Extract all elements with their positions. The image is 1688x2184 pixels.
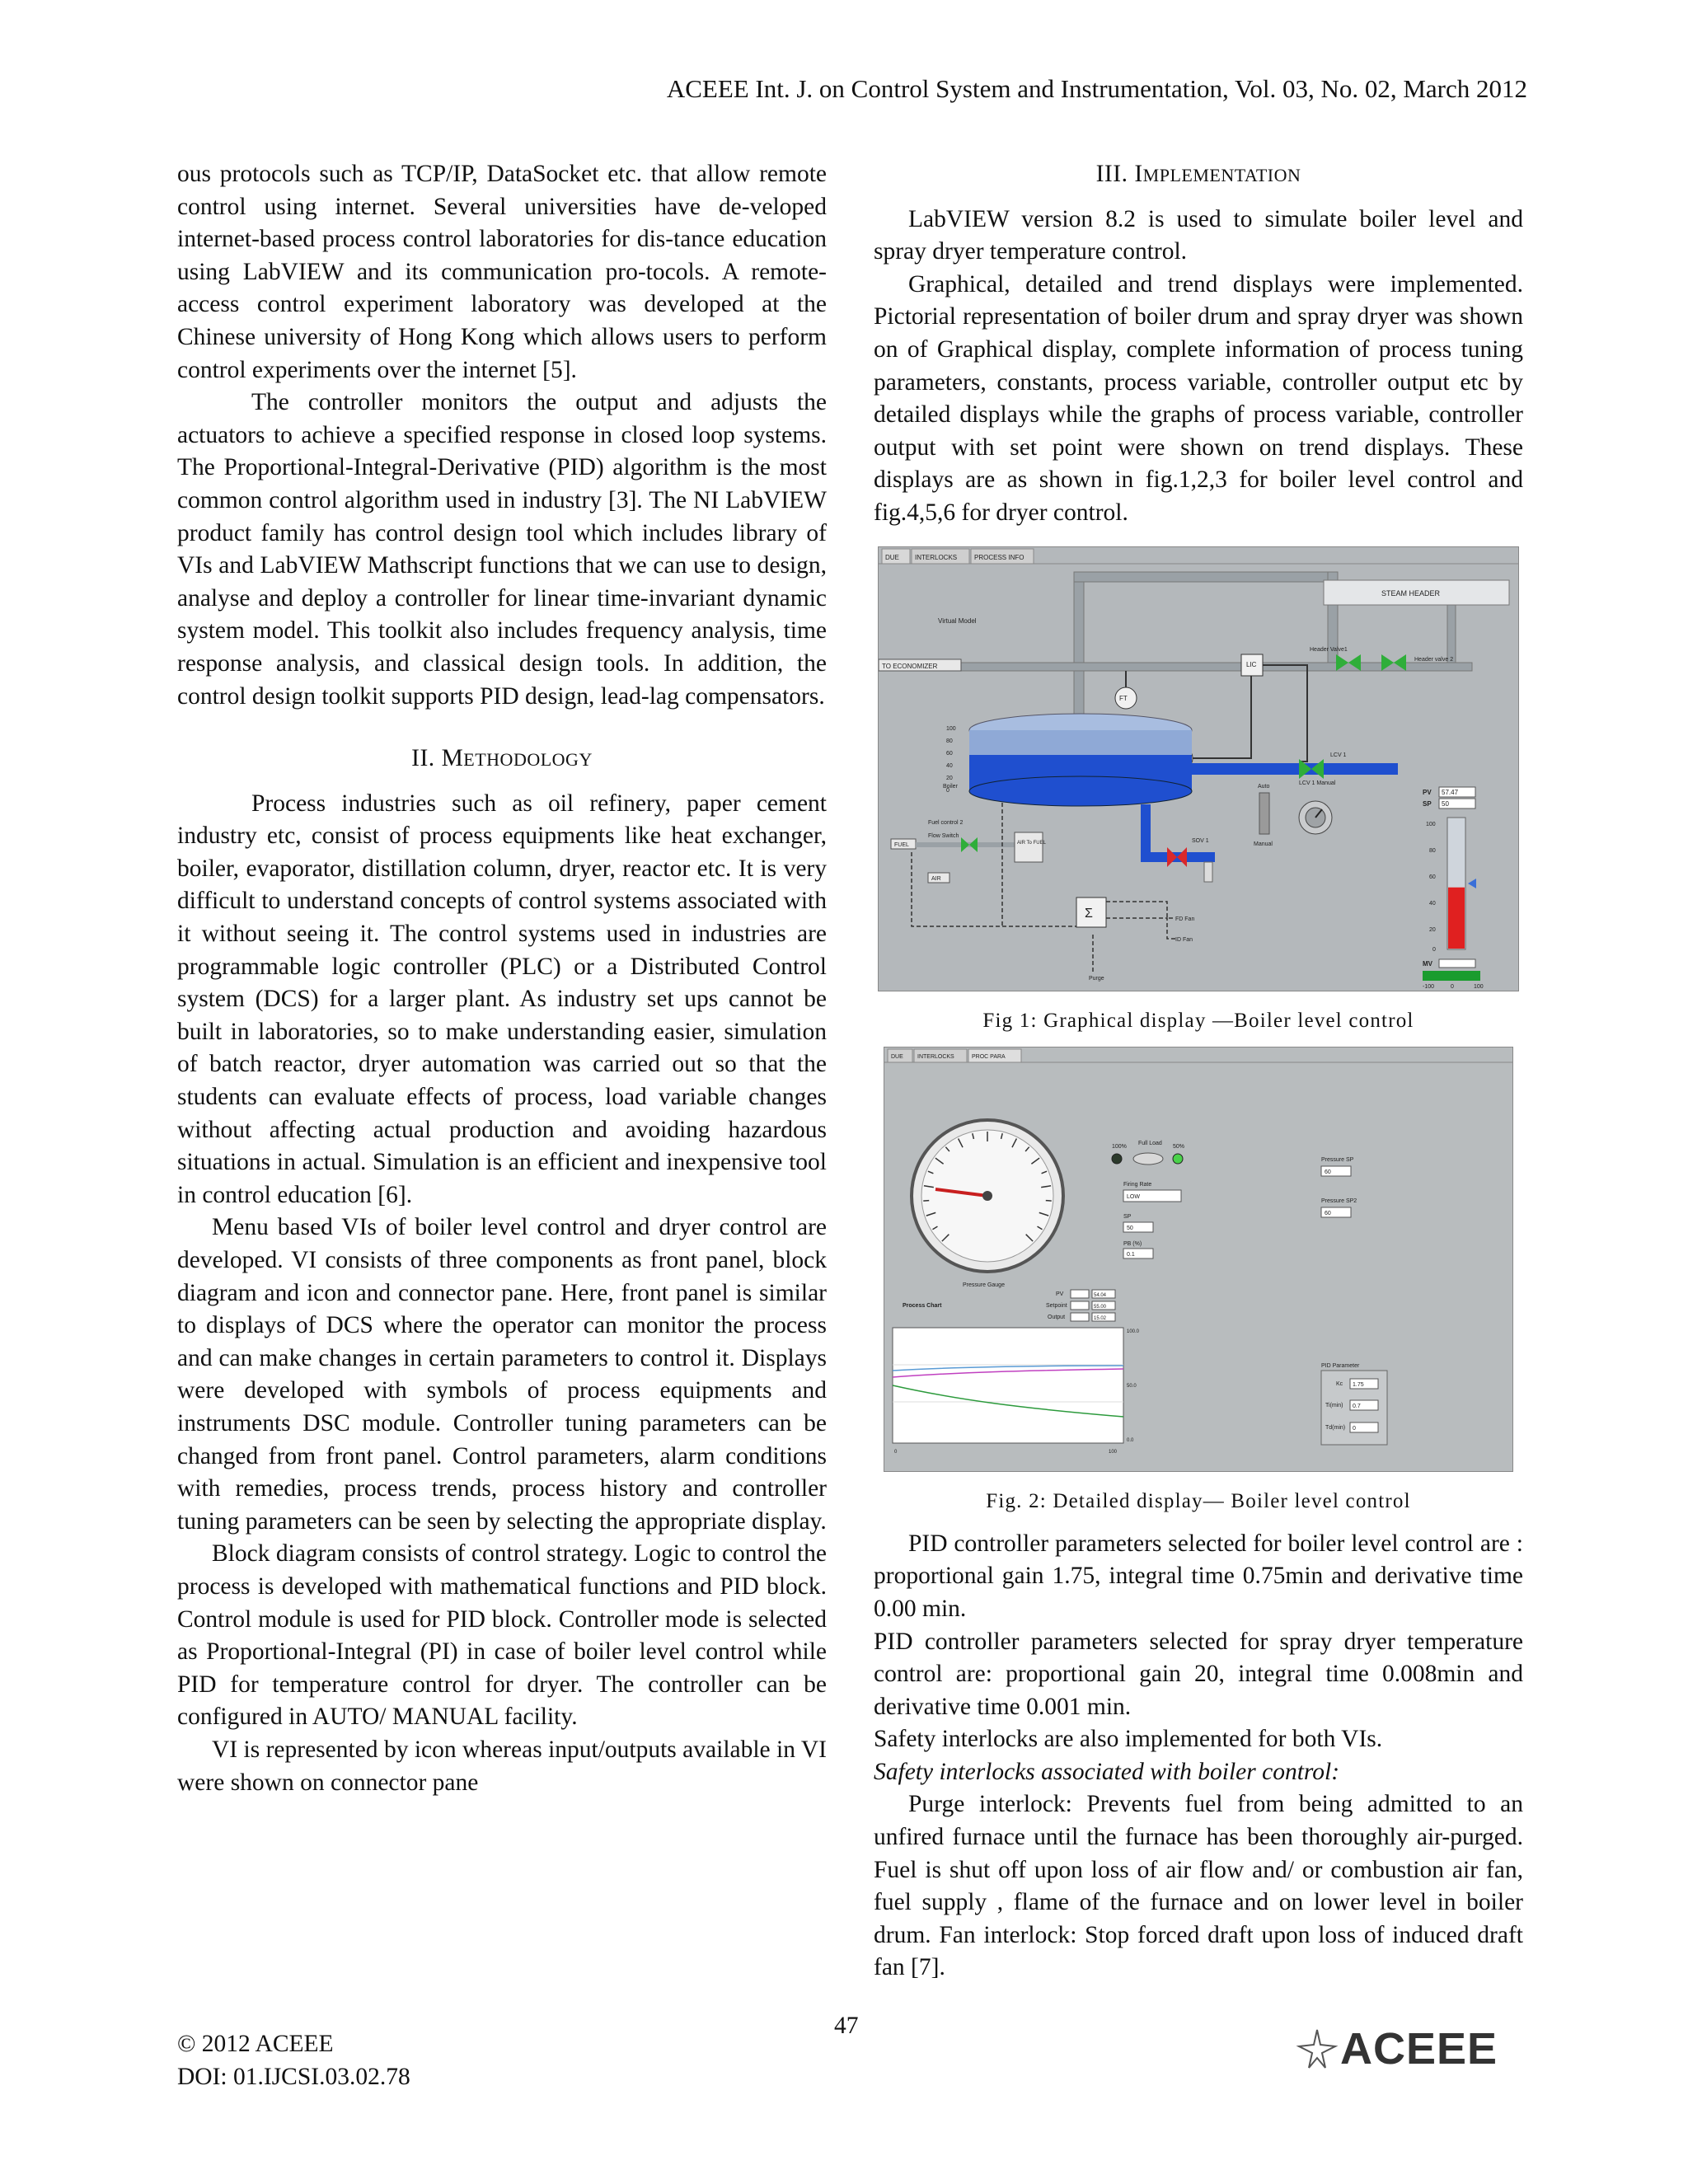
fig2-pb-value: 0.1 [1127, 1252, 1135, 1258]
fig1-mv-label: MV [1423, 959, 1432, 968]
fig2-pressure-sp2-value: 60 [1325, 1211, 1331, 1217]
fig2-pressure-sp-value: 60 [1325, 1169, 1331, 1176]
fig2-legend-pv: PV [1056, 1291, 1064, 1298]
fig1-drum-upper [969, 730, 1192, 755]
fig1-virtual-model-label: Virtual Model [938, 616, 977, 625]
fig1-mv-display [1439, 959, 1475, 968]
fig2-pv-value: 54.04 [1094, 1293, 1107, 1299]
sec2-number: II. [411, 745, 442, 772]
fig1-drum-bottom [969, 776, 1192, 806]
aceee-logo [1294, 2023, 1498, 2074]
fig1-id-fan-label: ID Fan [1175, 936, 1193, 943]
fig1-level-tick-4: 20 [946, 775, 953, 781]
fig1-sp-label: SP [1423, 799, 1432, 808]
fig2-pct100-label: 100% [1112, 1144, 1127, 1151]
fig2-td-label: Td(min) [1325, 1425, 1346, 1432]
fig2-sp-value: 50 [1127, 1226, 1133, 1232]
left-paragraph-1: ous protocols such as TCP/IP, DataSocket etc. that allow remote control using internet. Several universities have de-veloped internet-based process control laboratories for dis-tance education using LabVIEW and its communication pro-tocols. A remote-access control experiment laboratory was developed at the Chinese university of Hong Kong which allows users to perform control experiments over the internet [5]. [177, 161, 827, 383]
fig1-bar-tick-3: 40 [1429, 900, 1436, 907]
sec2-rest: ETHODOLOGY [463, 749, 593, 771]
fig2-firing-rate-label: Firing Rate [1123, 1182, 1152, 1188]
fig1-feedwater-line [1192, 763, 1398, 775]
fig2-chart-mid-tick: 50.0 [1127, 1384, 1137, 1390]
fig1-header-drop [1447, 605, 1456, 663]
fig2-chart-x-end: 100 [1109, 1450, 1118, 1455]
fig1-sov-label: SOV 1 [1192, 837, 1209, 844]
fig1-purge-label: Purge [1089, 975, 1104, 982]
star-icon [1294, 2028, 1340, 2069]
left-paragraph-3: Process industries such as oil refinery, paper cement industry etc, consist of process equipments like heat exchanger, boiler, evaporator, distillation column, dryer, reactor etc. It is very difficult to understand concepts of control systems associated with it without seeing it. The control systems used in industries are programmable logic controller (PLC) or a Distributed Control system (DCS) for a larger plant. As industry set ups cannot be built in laboratories, so to make understanding easier, simulation of batch reactor, dryer automation was carried out so that the students can evaluate effects of process, load variable changes without affecting actual production and avoiding hazardous situations in actual. Simulation is an efficient and inexpensive tool in control education [6]. [177, 790, 827, 1208]
fig1-ft-label: FT [1119, 694, 1128, 702]
figure-2-caption: Fig. 2: Detailed display— Boiler level control [986, 1490, 1411, 1513]
fig1-fd-fan-label: FD Fan [1175, 916, 1195, 922]
fig2-process-chart [893, 1328, 1123, 1443]
figure-1-graphical-display [878, 546, 1519, 991]
fig2-setpoint-value: 55.00 [1094, 1305, 1107, 1310]
fig2-pb-label: PB (%) [1123, 1241, 1142, 1248]
fig1-boiler-label: Boiler [943, 783, 958, 790]
fig1-level-tick-1: 80 [946, 738, 953, 744]
fig2-pressure-sp2-label: Pressure SP2 [1321, 1198, 1357, 1205]
footer-left [177, 2027, 410, 2093]
fig2-pct50-label: 50% [1173, 1144, 1185, 1151]
fig1-drain [1204, 862, 1212, 882]
fig2-ti-value: 0.7 [1353, 1404, 1361, 1410]
fig2-pressure-sp-label: Pressure SP [1321, 1157, 1354, 1164]
fig2-chart-top-tick: 100.0 [1127, 1329, 1140, 1335]
fig1-tab-due-label: DUE [885, 553, 899, 561]
fig2-tab-due-label: DUE [891, 1054, 903, 1061]
fig1-bar-tick-0: 100 [1426, 821, 1436, 827]
fig2-ti-label: Ti(min) [1325, 1403, 1343, 1409]
right-paragraph-4: PID controller parameters selected for spray dryer temperature control are: proportional gain 20, integral time 0.008min and derivative time 0.001 min. [874, 1628, 1523, 1720]
fig1-air-to-fuel-label: AIR To FUEL [1017, 840, 1046, 846]
fig2-tab-proc-para-label: PROC PARA [972, 1054, 1006, 1061]
copyright: © 2012 ACEEE [177, 2031, 334, 2057]
fig2-sp-label: SP [1123, 1214, 1132, 1221]
fig1-pv-value: 57.47 [1442, 788, 1459, 796]
fig1-tab-interlocks-label: INTERLOCKS [915, 553, 958, 561]
fig1-bar-tick-5: 0 [1432, 946, 1436, 953]
fig2-pressure-gauge-label: Pressure Gauge [963, 1282, 1005, 1289]
fig2-led-100 [1112, 1154, 1122, 1164]
figure-2-detailed-display [884, 1047, 1513, 1472]
fig1-header-valve1-label: Header Valve1 [1310, 646, 1348, 653]
left-paragraph-6: VI is represented by icon whereas input/outputs available in VI were shown on connector pane [177, 1736, 827, 1796]
fig1-auto-manual-switch[interactable] [1259, 793, 1269, 834]
fig1-sigma-label: Σ [1085, 906, 1093, 921]
fig1-bottom-tick-2: 100 [1474, 983, 1484, 990]
fig1-level-tick-3: 40 [946, 762, 953, 769]
sec2-first: M [441, 745, 464, 772]
fig1-bottom-tick-0: -100 [1423, 983, 1435, 990]
logo-text: ACEEE [1340, 2024, 1498, 2074]
fig1-sp-value: 50 [1442, 799, 1449, 808]
section-heading-implementation [874, 158, 1523, 192]
right-paragraph-2: Graphical, detailed and trend displays were implemented. Pictorial representation of boiler drum and spray dryer was shown on of Graphical display, complete information of process tuning parameters, constants, process variable, controller output etc by detailed displays while the graphs of process variable, controller output with set point were shown on trend displays. These displays are as shown in fig.1,2,3 for boiler level control and fig.4,5,6 for dryer control. [874, 270, 1523, 526]
right-paragraph-6: Purge interlock: Prevents fuel from being admitted to an unfired furnace until the furnace has been thoroughly air-purged. Fuel is shut off upon loss of air flow and/ or combustion air fan, fuel supply , flame of the furnace and on lower level in boiler drum. Fan interlock: Stop forced draft upon loss of induced draft fan [7]. [874, 1791, 1523, 1981]
fig2-gauge-tick [1046, 1201, 1052, 1202]
fig2-legend-pv-swatch [1071, 1290, 1089, 1298]
fig2-gauge-tick [923, 1201, 929, 1202]
fig2-gauge-hub [982, 1191, 992, 1201]
figure-2-svg [884, 1047, 1512, 1471]
fig1-to-economizer-label: TO ECONOMIZER [882, 662, 938, 670]
fig1-lcv1-manual-label: LCV 1 Manual [1299, 780, 1336, 786]
sec3-number: III. I [1095, 161, 1143, 187]
fig2-firing-rate-value: LOW [1127, 1194, 1140, 1201]
fig1-bar-tick-4: 20 [1429, 926, 1436, 933]
fig2-output-value: 15.02 [1094, 1316, 1107, 1322]
fig2-legend-setpoint: Setpoint [1046, 1303, 1067, 1310]
fig1-pv-label: PV [1423, 788, 1432, 796]
fig1-lcv1-label: LCV 1 [1330, 752, 1347, 758]
fig1-mv-bar [1423, 971, 1480, 981]
fig2-pid-parameter-label: PID Parameter [1321, 1363, 1360, 1370]
fig2-tab-interlocks-label: INTERLOCKS [917, 1054, 954, 1061]
fig1-steam-pipe-top [1074, 572, 1338, 582]
journal-header: ACEEE Int. J. on Control System and Instrumentation, Vol. 03, No. 02, March 2012 [666, 74, 1527, 103]
fig1-fuel-control-label: Fuel control 2 [928, 819, 964, 826]
fig1-manual-label: Manual [1254, 841, 1273, 847]
left-paragraph-2: The controller monitors the output and adjusts the actuators to achieve a specified response in closed loop systems. The Proportional-Integral-Derivative (PID) algorithm is the most common control algorithm used in industry [3]. The NI LabVIEW product family has control design tool which includes library of VIs and LabVIEW Mathscript functions that we can use to design, analyse and deploy a controller for linear time-invariant dynamic system model. This toolkit also includes frequency analysis, time response analysis, and classical design tools. In addition, the control design toolkit supports PID design, lead-lag compensators. [177, 389, 827, 710]
fig2-legend-output-swatch [1071, 1313, 1089, 1321]
left-column [177, 158, 827, 1799]
fig1-steam-pipe-vertical [1074, 574, 1084, 730]
figure-1-svg [879, 547, 1518, 991]
fig1-level-tick-0: 100 [946, 725, 956, 732]
fig2-led-50 [1173, 1154, 1183, 1164]
fig1-bar-tick-2: 60 [1429, 874, 1436, 880]
doi: DOI: 01.IJCSI.03.02.78 [177, 2064, 410, 2090]
fig2-kc-value: 1.75 [1353, 1382, 1364, 1389]
fig1-auto-label: Auto [1258, 783, 1270, 790]
fig1-bar-tick-1: 80 [1429, 847, 1436, 854]
fig1-level-bar-fill [1448, 887, 1465, 948]
right-column [874, 158, 1523, 1985]
sec3-rest: MPLEMENTATION [1142, 165, 1301, 185]
left-paragraph-5: Block diagram consists of control strategy. Logic to control the process is developed with mathematical functions and PID block. Control module is used for PID block. Controller mode is selected as Proportional-Integral (PI) in case of boiler level control while PID for temperature control for dryer. The controller can be configured in AUTO/ MANUAL facility. [177, 1540, 827, 1731]
right-paragraph-1: LabVIEW version 8.2 is used to simulate boiler level and spray dryer temperature control. [874, 205, 1523, 265]
fig1-bottom-tick-1: 0 [1451, 983, 1454, 990]
fig2-legend-output: Output [1048, 1315, 1066, 1321]
fig1-level-tick-2: 60 [946, 750, 953, 757]
fig1-lic-label: LIC [1246, 660, 1257, 668]
fig2-full-load-label: Full Load [1138, 1141, 1162, 1147]
subsection-heading-safety-interlocks: Safety interlocks associated with boiler control: [874, 1758, 1340, 1785]
fig2-full-load-switch[interactable] [1133, 1153, 1163, 1165]
fig2-chart-x-start: 0 [894, 1450, 898, 1455]
fig1-air-label: AIR [931, 875, 941, 882]
section-heading-methodology [177, 743, 827, 776]
fig2-legend-setpoint-swatch [1071, 1301, 1089, 1310]
fig2-kc-label: Kc [1336, 1381, 1343, 1388]
left-paragraph-4: Menu based VIs of boiler level control and dryer control are developed. VI consists of three components as front panel, block diagram and icon and connector pane. Here, front panel is similar to displays of DCS where the operator can monitor the process and can make changes in certain parameters to control it. Displays were developed with symbols of process equipments and instruments DSC module. Controller tuning parameters can be changed from front panel. Control parameters, alarm conditions with remedies, process trends, process history and controller tuning parameters can be seen by selecting the appropriate display. [177, 1214, 827, 1535]
figure-1-caption: Fig 1: Graphical display —Boiler level control [982, 1009, 1414, 1032]
right-paragraph-3: PID controller parameters selected for boiler level control are : proportional gain 1.75, integral time 0.75min and derivative time 0.00 min. [874, 1530, 1523, 1622]
page-number: 47 [834, 2013, 859, 2039]
fig1-fuel-label: FUEL [894, 841, 909, 848]
fig1-header-valve2-label: Header valve 2 [1414, 656, 1454, 663]
fig1-level-tick-5: 0 [946, 787, 950, 794]
fig1-tab-process-info-label: PROCESS INFO [974, 553, 1025, 561]
fig2-td-value: 0 [1353, 1426, 1356, 1432]
fig2-process-chart-label: Process Chart [903, 1303, 942, 1310]
fig2-chart-low-tick: 0.0 [1127, 1438, 1134, 1444]
right-paragraph-5: Safety interlocks are also implemented for both VIs. [874, 1726, 1383, 1753]
fig1-steam-header-label: STEAM HEADER [1381, 588, 1441, 598]
fig1-flow-switch-label: Flow Switch [928, 832, 959, 839]
fig1-air-to-fuel-box [1015, 832, 1043, 862]
